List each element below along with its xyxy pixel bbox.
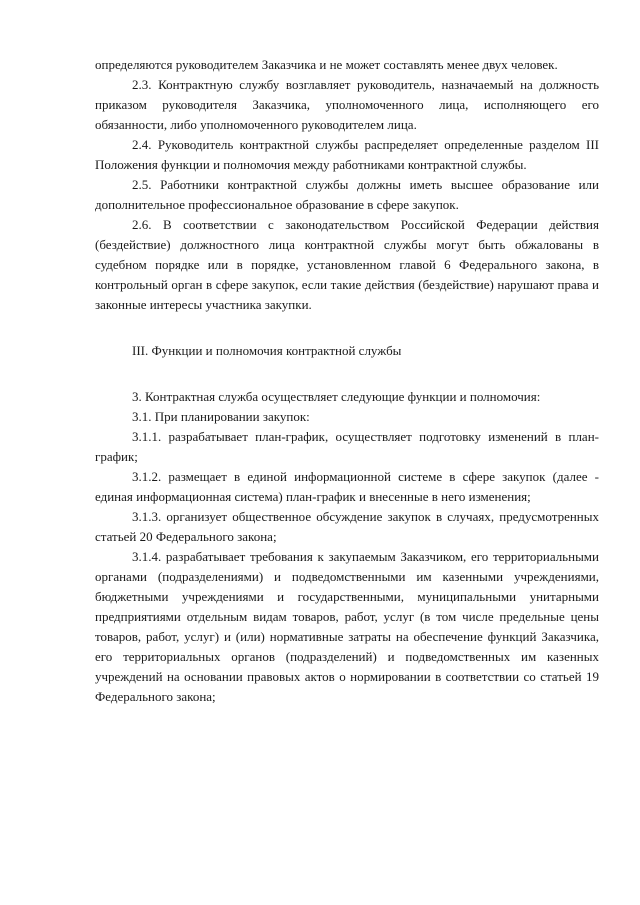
paragraph-2-5: 2.5. Работники контрактной службы должны иметь высшее образование или дополнительное профессиональное образование в сфере закупок.: [95, 177, 599, 212]
section-spacer: [95, 315, 599, 341]
paragraph-3-1: 3.1. При планировании закупок:: [132, 409, 310, 424]
paragraph-2-6: 2.6. В соответствии с законодательством Российской Федерации действия (бездействие) должностного лица контрактной службы могут быть обжалованы в судебном порядке или в порядке, установленном главой 6 Федерального закона, в контрольный орган в сфере закупок, если такие действия (бездействие) нарушают права и законные интересы участника закупки.: [95, 217, 599, 312]
paragraph-3-1-4: 3.1.4. разрабатывает требования к закупаемым Заказчиком, его территориальными органами (подразделениями) и подведомственными им казенными учреждениями, бюджетными учреждениями и государственными, муниципальными унитарными предприятиями отдельным видам товаров, работ, услуг (в том числе предельные цены товаров, работ, услуг) и (или) нормативные затраты на обеспечение функций Заказчика, его территориальных органов (подразделений) и подведомственных им казенных учреждений на основании правовых актов о нормировании в соответствии со статьей 19 Федерального закона;: [95, 549, 599, 704]
paragraph-3-1-1: 3.1.1. разрабатывает план-график, осуществляет подготовку изменений в план-график;: [95, 429, 599, 464]
paragraph-2-2-continuation: определяются руководителем Заказчика и не может составлять менее двух человек.: [95, 57, 558, 72]
paragraph-3: 3. Контрактная служба осуществляет следующие функции и полномочия:: [132, 389, 541, 404]
heading-spacer: [95, 361, 599, 387]
paragraph-3-1-2: 3.1.2. размещает в единой информационной системе в сфере закупок (далее - единая информационная система) план-график и внесенные в него изменения;: [95, 469, 599, 504]
paragraph-2-4: 2.4. Руководитель контрактной службы распределяет определенные разделом III Положения функции и полномочия между работниками контрактной службы.: [95, 137, 599, 172]
paragraph-3-1-3: 3.1.3. организует общественное обсуждение закупок в случаях, предусмотренных статьей 20 Федерального закона;: [95, 509, 599, 544]
section-heading: III. Функции и полномочия контрактной службы: [132, 343, 402, 358]
document-body: [95, 55, 599, 707]
paragraph-2-3: 2.3. Контрактную службу возглавляет руководитель, назначаемый на должность приказом руководителя Заказчика, уполномоченного лица, исполняющего его обязанности, либо уполномоченного руководителем лица.: [95, 77, 599, 132]
